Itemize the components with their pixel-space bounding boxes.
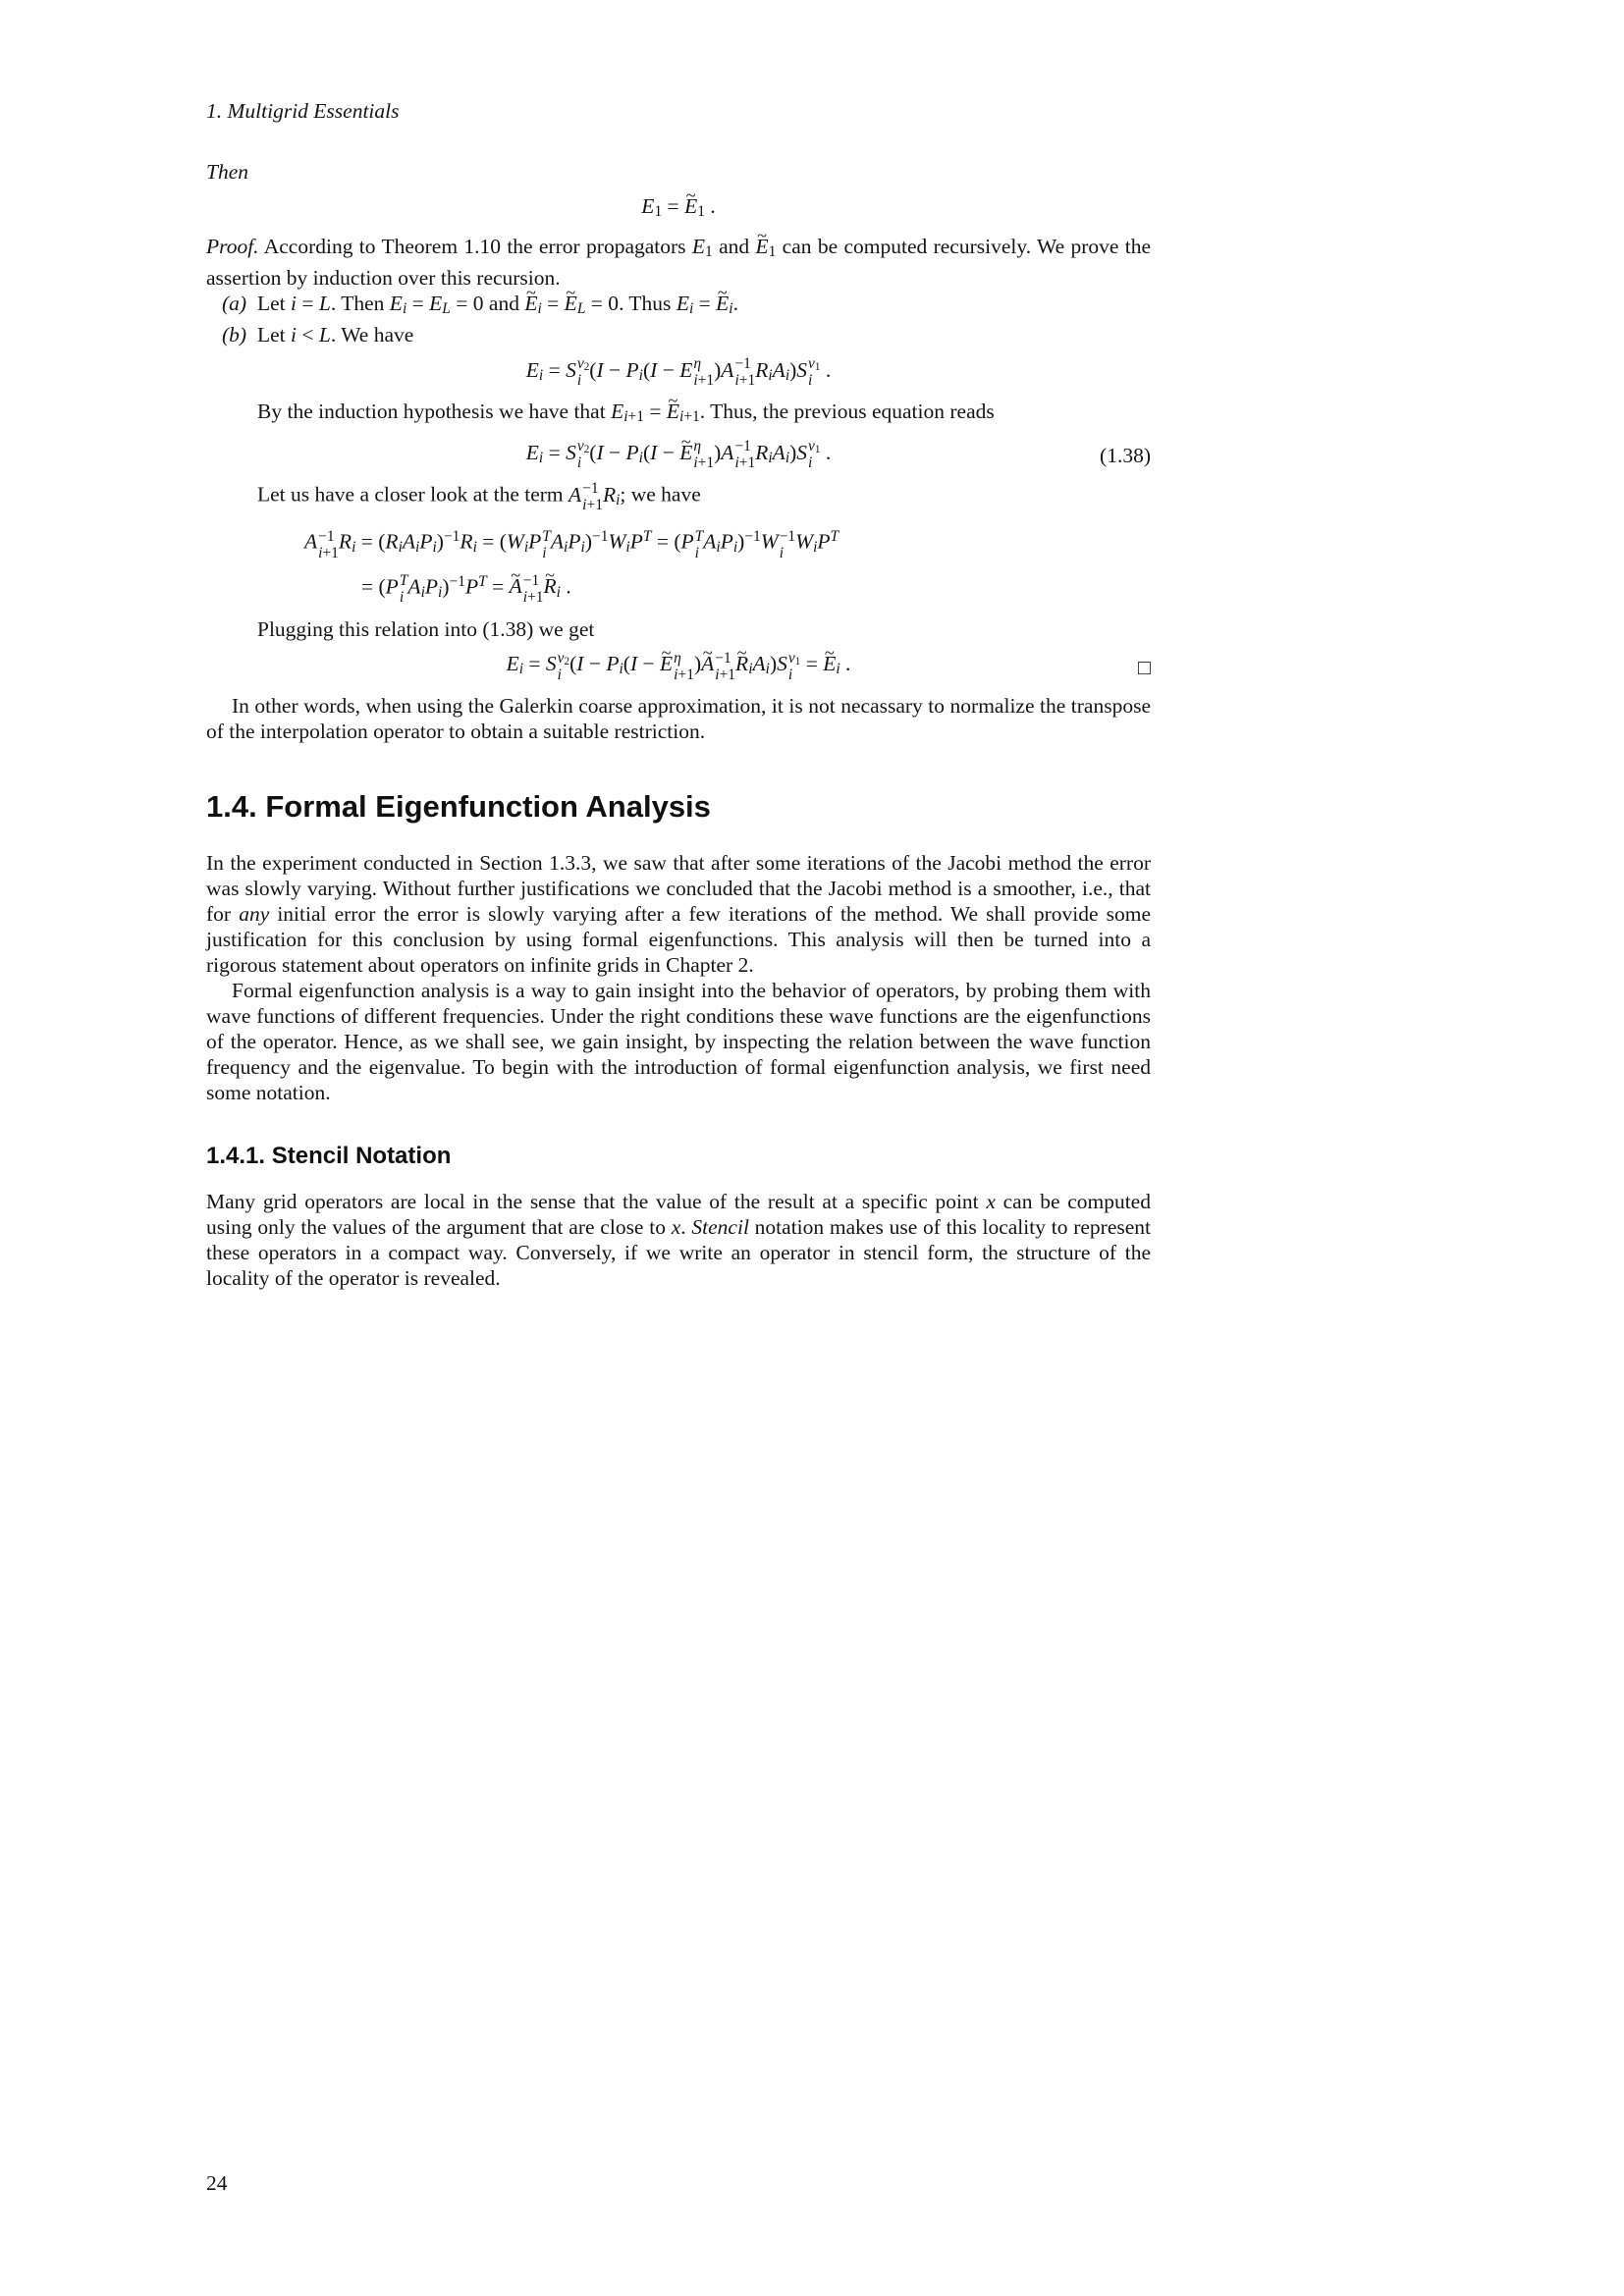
section-heading: 1.4. Formal Eigenfunction Analysis bbox=[206, 789, 711, 824]
equation-galerkin-line1: A −1 i+1 Ri = (RiAiPi)$^{-1}$Ri = (WiP T i AiPi)$^{-1}$WiP$^T$ = (P T i AiPi)$^{-1}$W −1 i WiP$^T$ bbox=[304, 527, 839, 561]
equation-galerkin-derivation bbox=[206, 524, 1151, 607]
section-paragraph-1: In the experiment conducted in Section 1.3.3, we saw that after some iterations of the Jacobi method the error was slowly varying. Without further justifications we concluded that the Jacobi method is a smoother, i.e., that for any initial error the error is slowly varying after a few iterations of the method. We shall provide some justification for this conclusion by using formal eigenfunctions. This analysis will then be turned into a rigorous statement about operators on infinite grids in Chapter 2. bbox=[206, 850, 1151, 977]
qed-symbol: □ bbox=[1138, 655, 1151, 679]
proof-item-b bbox=[206, 322, 1151, 347]
equation-1-38-body: Ei = S ν2 i (I − Pi(I − E ~ η i+1 )A −1 i+1 RiAi)S ν1 i . bbox=[526, 441, 831, 464]
item-a-text: Let i = L. Then Ei = EL = 0 and E ~i = E ~L = 0. Thus Ei = E ~i. bbox=[257, 291, 1151, 322]
subsection-heading: 1.4.1. Stencil Notation bbox=[206, 1142, 452, 1169]
equation-galerkin-line2: = (P T i $AiPi)^{-1}P^T = A$ ~ −1 i+1 R ~i . bbox=[361, 569, 1151, 607]
plugging-paragraph: Plugging this relation into (1.38) we get bbox=[257, 616, 595, 641]
equation-1-38 bbox=[206, 439, 1151, 472]
equation-final bbox=[206, 651, 1151, 684]
stencil-paragraph: Many grid operators are local in the sense that the value of the result at a specific point x can be computed using only the values of the argument that are close to x. Stencil notation makes use of this locality to represent these operators in a compact way. Conversely, if we write an operator in stencil form, the structure of the locality of the operator is revealed. bbox=[206, 1190, 1152, 1291]
induction-paragraph: By the induction hypothesis we have that Ei+1 = E ~i+1. Thus, the previous equation reads bbox=[257, 399, 1151, 430]
closer-look-paragraph: Let us have a closer look at the term A −1 i+1 Ri; we have bbox=[257, 480, 701, 514]
equation-number-1-38: (1.38) bbox=[1100, 444, 1151, 468]
proof-paragraph: Proof. According to Theorem 1.10 the error propagators E1 and E ~1 can be computed recursively. We prove the assertion by induction over this recursion. bbox=[206, 234, 1151, 291]
equation-final-body: Ei = S ν2 i (I − Pi(I − E ~ η i+1 )A ~ −1 i+1 R ~iAi)S ν1 i = E ~i . bbox=[507, 652, 851, 675]
proof-item-a bbox=[206, 291, 1151, 322]
then-label: Then bbox=[206, 160, 248, 184]
remark-paragraph: In other words, when using the Galerkin coarse approximation, it is not necassary to normalize the transpose of the interpolation operator to obtain a suitable restriction. bbox=[206, 694, 1151, 743]
text-block bbox=[206, 98, 1151, 1291]
section-paragraph-2: Formal eigenfunction analysis is a way to gain insight into the behavior of operators, by probing them with wave functions of different frequencies. Under the right conditions these wave functions are the eigenfunctions of the operator. Hence, as we shall see, we gain insight, by inspecting the relation between the wave function frequency and the eigenvalue. To begin with the introduction of formal eigenfunction analysis, we first need some notation. bbox=[206, 978, 1151, 1104]
item-b-label: (b) bbox=[222, 323, 247, 347]
equation-e1-body: E1 = E ~1 . bbox=[641, 194, 715, 218]
equation-e1 bbox=[206, 193, 1151, 225]
running-header: 1. Multigrid Essentials bbox=[206, 99, 400, 123]
page-number: 24 bbox=[206, 2171, 228, 2195]
item-a-label: (a) bbox=[222, 292, 247, 316]
item-b-text: Let i < L. We have bbox=[257, 323, 414, 347]
equation-two-grid bbox=[206, 356, 1151, 390]
equation-two-grid-body: Ei = S ν2 i (I − Pi(I − E η i+1 )A −1 i+1 RiAi)S ν1 i . bbox=[525, 355, 832, 390]
